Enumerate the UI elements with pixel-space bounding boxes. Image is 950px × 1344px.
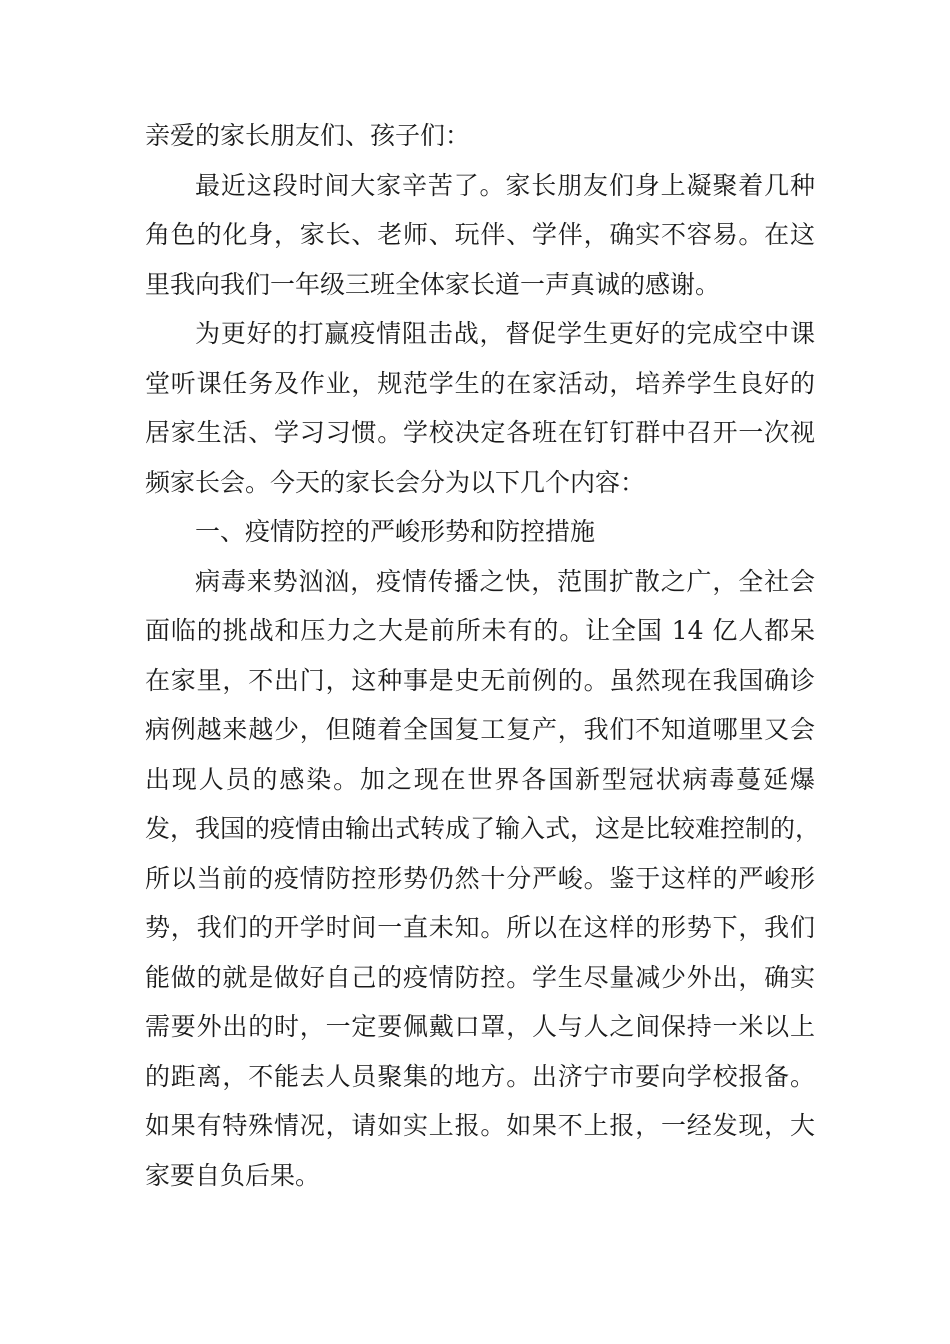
text-line: 居家生活、学习习惯。学校决定各班在钉钉群中召开一次视: [145, 418, 815, 447]
text-line: 能做的就是做好自己的疫情防控。学生尽量减少外出，确实: [145, 962, 815, 992]
text-line: 如果有特殊情况，请如实上报。如果不上报，一经发现，大: [145, 1111, 815, 1140]
text-line: 家要自负后果。: [145, 1160, 321, 1190]
text-line: 最近这段时间大家辛苦了。家长朋友们身上凝聚着几种: [195, 170, 815, 200]
text-line: 角色的化身，家长、老师、玩伴、学伴，确实不容易。在这: [145, 220, 815, 249]
text-line: 一、疫情防控的严峻形势和防控措施: [195, 517, 596, 546]
text-line: 需要外出的时，一定要佩戴口罩，人与人之间保持一米以上: [145, 1012, 815, 1041]
text-line: 为更好的打赢疫情阻击战，督促学生更好的完成空中课: [195, 319, 815, 348]
text-line: 亲爱的家长朋友们、孩子们：: [145, 121, 471, 150]
text-line: 的距离，不能去人员聚集的地方。出济宁市要向学校报备。: [145, 1061, 815, 1091]
text-line: 面临的挑战和压力之大是前所未有的。让全国 14 亿人都呆: [145, 616, 815, 645]
document-body: [145, 111, 821, 1200]
text-line: 在家里，不出门，这种事是史无前例的。虽然现在我国确诊: [145, 665, 815, 695]
text-line: 势，我们的开学时间一直未知。所以在这样的形势下，我们: [145, 913, 815, 942]
text-line: 病毒来势汹汹，疫情传播之快，范围扩散之广，全社会: [195, 566, 815, 596]
text-line: 堂听课任务及作业，规范学生的在家活动，培养学生良好的: [145, 368, 815, 398]
text-line: 频家长会。今天的家长会分为以下几个内容：: [145, 467, 646, 497]
text-line: 出现人员的感染。加之现在世界各国新型冠状病毒蔓延爆: [145, 764, 815, 794]
text-line: 病例越来越少，但随着全国复工复产，我们不知道哪里又会: [145, 715, 815, 744]
text-line: 发，我国的疫情由输出式转成了输入式，这是比较难控制的，: [145, 814, 821, 843]
text-line: 里我向我们一年级三班全体家长道一声真诚的感谢。: [145, 269, 721, 299]
text-line: 所以当前的疫情防控形势仍然十分严峻。鉴于这样的严峻形: [145, 863, 815, 893]
